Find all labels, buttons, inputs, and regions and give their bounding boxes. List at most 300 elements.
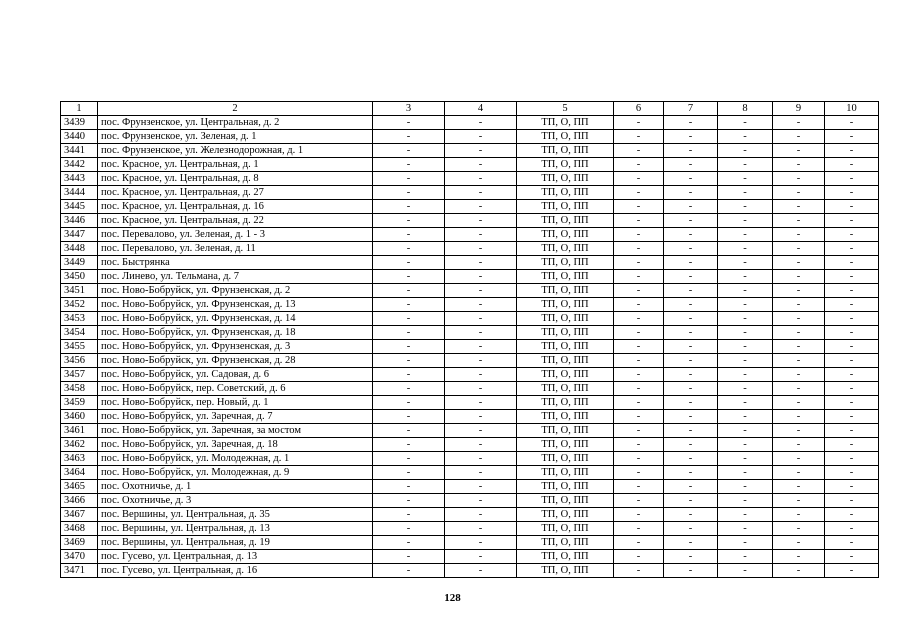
- row-number-cell: 3454: [61, 326, 98, 340]
- column-header-8: 8: [718, 102, 773, 116]
- row-number-cell: 3459: [61, 396, 98, 410]
- table-row: [61, 368, 879, 382]
- table-row: [61, 354, 879, 368]
- table-row: [61, 326, 879, 340]
- value-cell: -: [825, 550, 879, 564]
- value-cell: -: [773, 382, 825, 396]
- value-cell: -: [664, 228, 718, 242]
- value-cell: -: [718, 536, 773, 550]
- value-cell: -: [773, 550, 825, 564]
- value-cell: -: [373, 256, 445, 270]
- value-cell: -: [614, 186, 664, 200]
- address-cell: пос. Перевалово, ул. Зеленая, д. 11: [98, 242, 373, 256]
- row-number-cell: 3445: [61, 200, 98, 214]
- value-cell: -: [718, 382, 773, 396]
- value-cell: -: [773, 298, 825, 312]
- value-cell: -: [773, 186, 825, 200]
- address-cell: пос. Красное, ул. Центральная, д. 16: [98, 200, 373, 214]
- value-cell: -: [373, 424, 445, 438]
- value-cell: -: [445, 536, 517, 550]
- address-cell: пос. Охотничье, д. 1: [98, 480, 373, 494]
- row-number-cell: 3449: [61, 256, 98, 270]
- row-number-cell: 3456: [61, 354, 98, 368]
- value-cell: ТП, О, ПП: [517, 284, 614, 298]
- value-cell: ТП, О, ПП: [517, 550, 614, 564]
- value-cell: -: [664, 326, 718, 340]
- value-cell: -: [373, 242, 445, 256]
- value-cell: -: [614, 354, 664, 368]
- value-cell: -: [614, 256, 664, 270]
- address-cell: пос. Линево, ул. Тельмана, д. 7: [98, 270, 373, 284]
- value-cell: -: [718, 186, 773, 200]
- row-number-cell: 3471: [61, 564, 98, 578]
- column-header-7: 7: [664, 102, 718, 116]
- value-cell: -: [373, 200, 445, 214]
- value-cell: -: [614, 242, 664, 256]
- column-header-4: 4: [445, 102, 517, 116]
- value-cell: -: [825, 200, 879, 214]
- address-cell: пос. Фрунзенское, ул. Зеленая, д. 1: [98, 130, 373, 144]
- value-cell: ТП, О, ПП: [517, 508, 614, 522]
- value-cell: -: [614, 200, 664, 214]
- value-cell: -: [664, 438, 718, 452]
- table-header-row: [61, 102, 879, 116]
- value-cell: -: [664, 284, 718, 298]
- table-row: [61, 396, 879, 410]
- value-cell: ТП, О, ПП: [517, 228, 614, 242]
- row-number-cell: 3443: [61, 172, 98, 186]
- value-cell: -: [445, 214, 517, 228]
- value-cell: -: [825, 298, 879, 312]
- table-row: [61, 186, 879, 200]
- value-cell: -: [773, 396, 825, 410]
- address-cell: пос. Ново-Бобруйск, пер. Советский, д. 6: [98, 382, 373, 396]
- value-cell: -: [373, 116, 445, 130]
- column-header-10: 10: [825, 102, 879, 116]
- value-cell: -: [718, 116, 773, 130]
- value-cell: ТП, О, ПП: [517, 242, 614, 256]
- value-cell: -: [373, 284, 445, 298]
- value-cell: ТП, О, ПП: [517, 480, 614, 494]
- address-cell: пос. Ново-Бобруйск, ул. Заречная, д. 7: [98, 410, 373, 424]
- value-cell: -: [664, 410, 718, 424]
- value-cell: -: [718, 228, 773, 242]
- value-cell: -: [718, 270, 773, 284]
- value-cell: -: [373, 172, 445, 186]
- row-number-cell: 3466: [61, 494, 98, 508]
- value-cell: -: [773, 340, 825, 354]
- value-cell: ТП, О, ПП: [517, 410, 614, 424]
- row-number-cell: 3441: [61, 144, 98, 158]
- value-cell: -: [373, 536, 445, 550]
- value-cell: -: [718, 130, 773, 144]
- value-cell: -: [373, 410, 445, 424]
- value-cell: -: [664, 116, 718, 130]
- row-number-cell: 3442: [61, 158, 98, 172]
- value-cell: -: [373, 368, 445, 382]
- value-cell: -: [445, 340, 517, 354]
- row-number-cell: 3458: [61, 382, 98, 396]
- value-cell: -: [664, 382, 718, 396]
- address-cell: пос. Ново-Бобруйск, ул. Фрунзенская, д. 14: [98, 312, 373, 326]
- value-cell: -: [445, 424, 517, 438]
- value-cell: -: [614, 228, 664, 242]
- value-cell: -: [614, 438, 664, 452]
- row-number-cell: 3453: [61, 312, 98, 326]
- row-number-cell: 3460: [61, 410, 98, 424]
- value-cell: -: [445, 494, 517, 508]
- value-cell: ТП, О, ПП: [517, 466, 614, 480]
- value-cell: -: [718, 172, 773, 186]
- data-table: [60, 101, 879, 578]
- value-cell: -: [825, 270, 879, 284]
- table-row: [61, 410, 879, 424]
- value-cell: -: [373, 158, 445, 172]
- value-cell: -: [614, 494, 664, 508]
- value-cell: -: [664, 214, 718, 228]
- value-cell: -: [825, 494, 879, 508]
- address-cell: пос. Ново-Бобруйск, ул. Фрунзенская, д. 3: [98, 340, 373, 354]
- value-cell: -: [773, 410, 825, 424]
- value-cell: -: [373, 466, 445, 480]
- value-cell: -: [373, 326, 445, 340]
- value-cell: -: [825, 522, 879, 536]
- value-cell: ТП, О, ПП: [517, 158, 614, 172]
- value-cell: -: [445, 410, 517, 424]
- value-cell: -: [664, 550, 718, 564]
- value-cell: -: [825, 214, 879, 228]
- value-cell: -: [373, 452, 445, 466]
- value-cell: -: [445, 564, 517, 578]
- value-cell: -: [373, 130, 445, 144]
- value-cell: -: [373, 508, 445, 522]
- value-cell: -: [718, 494, 773, 508]
- value-cell: ТП, О, ПП: [517, 536, 614, 550]
- value-cell: ТП, О, ПП: [517, 424, 614, 438]
- address-cell: пос. Ново-Бобруйск, ул. Садовая, д. 6: [98, 368, 373, 382]
- value-cell: -: [664, 508, 718, 522]
- table-row: [61, 200, 879, 214]
- value-cell: -: [773, 466, 825, 480]
- value-cell: -: [825, 186, 879, 200]
- value-cell: -: [718, 466, 773, 480]
- value-cell: -: [718, 550, 773, 564]
- address-cell: пос. Гусево, ул. Центральная, д. 13: [98, 550, 373, 564]
- address-cell: пос. Гусево, ул. Центральная, д. 16: [98, 564, 373, 578]
- value-cell: -: [445, 284, 517, 298]
- address-cell: пос. Фрунзенское, ул. Центральная, д. 2: [98, 116, 373, 130]
- value-cell: -: [773, 228, 825, 242]
- value-cell: -: [614, 480, 664, 494]
- value-cell: -: [718, 326, 773, 340]
- address-cell: пос. Ново-Бобруйск, ул. Фрунзенская, д. 28: [98, 354, 373, 368]
- value-cell: -: [614, 214, 664, 228]
- row-number-cell: 3464: [61, 466, 98, 480]
- value-cell: ТП, О, ПП: [517, 564, 614, 578]
- value-cell: -: [373, 298, 445, 312]
- table-row: [61, 298, 879, 312]
- address-cell: пос. Вершины, ул. Центральная, д. 13: [98, 522, 373, 536]
- value-cell: -: [614, 396, 664, 410]
- value-cell: ТП, О, ПП: [517, 396, 614, 410]
- page-number: 128: [444, 592, 461, 604]
- value-cell: -: [718, 242, 773, 256]
- table-row: [61, 340, 879, 354]
- value-cell: -: [718, 452, 773, 466]
- value-cell: -: [614, 452, 664, 466]
- value-cell: -: [614, 312, 664, 326]
- value-cell: -: [664, 130, 718, 144]
- value-cell: -: [718, 312, 773, 326]
- row-number-cell: 3470: [61, 550, 98, 564]
- value-cell: -: [445, 452, 517, 466]
- value-cell: -: [614, 116, 664, 130]
- value-cell: -: [773, 564, 825, 578]
- value-cell: -: [773, 452, 825, 466]
- value-cell: ТП, О, ПП: [517, 312, 614, 326]
- value-cell: -: [373, 340, 445, 354]
- value-cell: -: [825, 466, 879, 480]
- value-cell: -: [373, 270, 445, 284]
- address-cell: пос. Фрунзенское, ул. Железнодорожная, д. 1: [98, 144, 373, 158]
- value-cell: -: [445, 116, 517, 130]
- value-cell: -: [718, 214, 773, 228]
- value-cell: -: [664, 480, 718, 494]
- value-cell: -: [718, 508, 773, 522]
- value-cell: -: [825, 130, 879, 144]
- value-cell: ТП, О, ПП: [517, 340, 614, 354]
- value-cell: -: [825, 368, 879, 382]
- value-cell: -: [664, 340, 718, 354]
- value-cell: -: [773, 242, 825, 256]
- value-cell: -: [445, 508, 517, 522]
- value-cell: -: [825, 158, 879, 172]
- value-cell: ТП, О, ПП: [517, 368, 614, 382]
- row-number-cell: 3440: [61, 130, 98, 144]
- table-row: [61, 270, 879, 284]
- table-row: [61, 424, 879, 438]
- value-cell: -: [664, 312, 718, 326]
- value-cell: -: [614, 466, 664, 480]
- value-cell: -: [825, 480, 879, 494]
- value-cell: -: [773, 326, 825, 340]
- value-cell: -: [664, 186, 718, 200]
- value-cell: -: [664, 158, 718, 172]
- value-cell: -: [718, 480, 773, 494]
- value-cell: -: [445, 186, 517, 200]
- address-cell: пос. Красное, ул. Центральная, д. 1: [98, 158, 373, 172]
- value-cell: -: [773, 494, 825, 508]
- row-number-cell: 3450: [61, 270, 98, 284]
- value-cell: -: [614, 368, 664, 382]
- value-cell: -: [825, 382, 879, 396]
- address-cell: пос. Вершины, ул. Центральная, д. 35: [98, 508, 373, 522]
- value-cell: ТП, О, ПП: [517, 256, 614, 270]
- value-cell: -: [614, 144, 664, 158]
- row-number-cell: 3448: [61, 242, 98, 256]
- value-cell: -: [373, 186, 445, 200]
- value-cell: ТП, О, ПП: [517, 522, 614, 536]
- value-cell: -: [614, 550, 664, 564]
- column-header-6: 6: [614, 102, 664, 116]
- row-number-cell: 3447: [61, 228, 98, 242]
- value-cell: ТП, О, ПП: [517, 214, 614, 228]
- table-row: [61, 522, 879, 536]
- address-cell: пос. Ново-Бобруйск, ул. Заречная, за мостом: [98, 424, 373, 438]
- value-cell: -: [445, 396, 517, 410]
- value-cell: -: [614, 424, 664, 438]
- value-cell: -: [773, 200, 825, 214]
- value-cell: -: [664, 172, 718, 186]
- row-number-cell: 3457: [61, 368, 98, 382]
- row-number-cell: 3462: [61, 438, 98, 452]
- row-number-cell: 3451: [61, 284, 98, 298]
- value-cell: -: [773, 144, 825, 158]
- value-cell: -: [445, 312, 517, 326]
- value-cell: -: [718, 410, 773, 424]
- table-row: [61, 536, 879, 550]
- column-header-1: 1: [61, 102, 98, 116]
- table-row: [61, 312, 879, 326]
- value-cell: -: [718, 144, 773, 158]
- value-cell: -: [614, 410, 664, 424]
- value-cell: -: [718, 368, 773, 382]
- table-row: [61, 144, 879, 158]
- address-cell: пос. Ново-Бобруйск, пер. Новый, д. 1: [98, 396, 373, 410]
- value-cell: -: [664, 536, 718, 550]
- value-cell: -: [614, 270, 664, 284]
- value-cell: -: [718, 158, 773, 172]
- value-cell: -: [445, 522, 517, 536]
- value-cell: -: [445, 228, 517, 242]
- value-cell: ТП, О, ПП: [517, 298, 614, 312]
- column-header-9: 9: [773, 102, 825, 116]
- value-cell: -: [664, 396, 718, 410]
- address-cell: пос. Красное, ул. Центральная, д. 8: [98, 172, 373, 186]
- value-cell: -: [718, 298, 773, 312]
- value-cell: ТП, О, ПП: [517, 144, 614, 158]
- value-cell: -: [825, 424, 879, 438]
- value-cell: -: [373, 312, 445, 326]
- value-cell: -: [773, 354, 825, 368]
- value-cell: -: [373, 382, 445, 396]
- address-cell: пос. Охотничье, д. 3: [98, 494, 373, 508]
- value-cell: ТП, О, ПП: [517, 200, 614, 214]
- value-cell: -: [373, 228, 445, 242]
- address-cell: пос. Ново-Бобруйск, ул. Молодежная, д. 1: [98, 452, 373, 466]
- value-cell: -: [718, 340, 773, 354]
- value-cell: -: [825, 396, 879, 410]
- value-cell: -: [773, 256, 825, 270]
- address-cell: пос. Ново-Бобруйск, ул. Заречная, д. 18: [98, 438, 373, 452]
- value-cell: -: [664, 424, 718, 438]
- value-cell: -: [718, 354, 773, 368]
- table-row: [61, 438, 879, 452]
- value-cell: -: [373, 550, 445, 564]
- table-row: [61, 158, 879, 172]
- value-cell: -: [445, 550, 517, 564]
- value-cell: -: [773, 508, 825, 522]
- value-cell: -: [773, 438, 825, 452]
- address-cell: пос. Вершины, ул. Центральная, д. 19: [98, 536, 373, 550]
- value-cell: -: [664, 522, 718, 536]
- value-cell: -: [773, 130, 825, 144]
- column-header-3: 3: [373, 102, 445, 116]
- value-cell: -: [664, 270, 718, 284]
- value-cell: -: [614, 298, 664, 312]
- value-cell: -: [664, 242, 718, 256]
- value-cell: -: [825, 340, 879, 354]
- table-row: [61, 466, 879, 480]
- value-cell: -: [614, 340, 664, 354]
- table-row: [61, 130, 879, 144]
- value-cell: -: [825, 116, 879, 130]
- value-cell: -: [718, 522, 773, 536]
- value-cell: -: [825, 312, 879, 326]
- value-cell: ТП, О, ПП: [517, 438, 614, 452]
- value-cell: -: [664, 368, 718, 382]
- value-cell: -: [445, 466, 517, 480]
- value-cell: -: [718, 284, 773, 298]
- value-cell: ТП, О, ПП: [517, 130, 614, 144]
- value-cell: ТП, О, ПП: [517, 354, 614, 368]
- value-cell: -: [614, 326, 664, 340]
- value-cell: -: [773, 536, 825, 550]
- value-cell: ТП, О, ПП: [517, 494, 614, 508]
- value-cell: -: [825, 508, 879, 522]
- value-cell: -: [825, 438, 879, 452]
- address-cell: пос. Быстрянка: [98, 256, 373, 270]
- value-cell: -: [773, 172, 825, 186]
- table-row: [61, 172, 879, 186]
- value-cell: -: [445, 368, 517, 382]
- address-cell: пос. Красное, ул. Центральная, д. 22: [98, 214, 373, 228]
- value-cell: -: [445, 438, 517, 452]
- value-cell: -: [825, 256, 879, 270]
- value-cell: -: [718, 256, 773, 270]
- value-cell: -: [445, 354, 517, 368]
- value-cell: -: [373, 564, 445, 578]
- value-cell: -: [373, 354, 445, 368]
- table-row: [61, 564, 879, 578]
- value-cell: -: [718, 424, 773, 438]
- value-cell: -: [773, 424, 825, 438]
- address-cell: пос. Ново-Бобруйск, ул. Фрунзенская, д. 2: [98, 284, 373, 298]
- value-cell: -: [664, 200, 718, 214]
- value-cell: -: [614, 522, 664, 536]
- table-row: [61, 494, 879, 508]
- value-cell: -: [773, 368, 825, 382]
- table-row: [61, 382, 879, 396]
- value-cell: -: [614, 284, 664, 298]
- value-cell: -: [614, 564, 664, 578]
- row-number-cell: 3455: [61, 340, 98, 354]
- address-cell: пос. Ново-Бобруйск, ул. Молодежная, д. 9: [98, 466, 373, 480]
- value-cell: -: [773, 522, 825, 536]
- value-cell: ТП, О, ПП: [517, 172, 614, 186]
- value-cell: -: [664, 256, 718, 270]
- table-row: [61, 508, 879, 522]
- value-cell: -: [664, 452, 718, 466]
- address-cell: пос. Красное, ул. Центральная, д. 27: [98, 186, 373, 200]
- value-cell: -: [718, 438, 773, 452]
- row-number-cell: 3444: [61, 186, 98, 200]
- value-cell: -: [773, 116, 825, 130]
- value-cell: -: [445, 172, 517, 186]
- value-cell: -: [445, 158, 517, 172]
- value-cell: -: [825, 354, 879, 368]
- value-cell: -: [825, 564, 879, 578]
